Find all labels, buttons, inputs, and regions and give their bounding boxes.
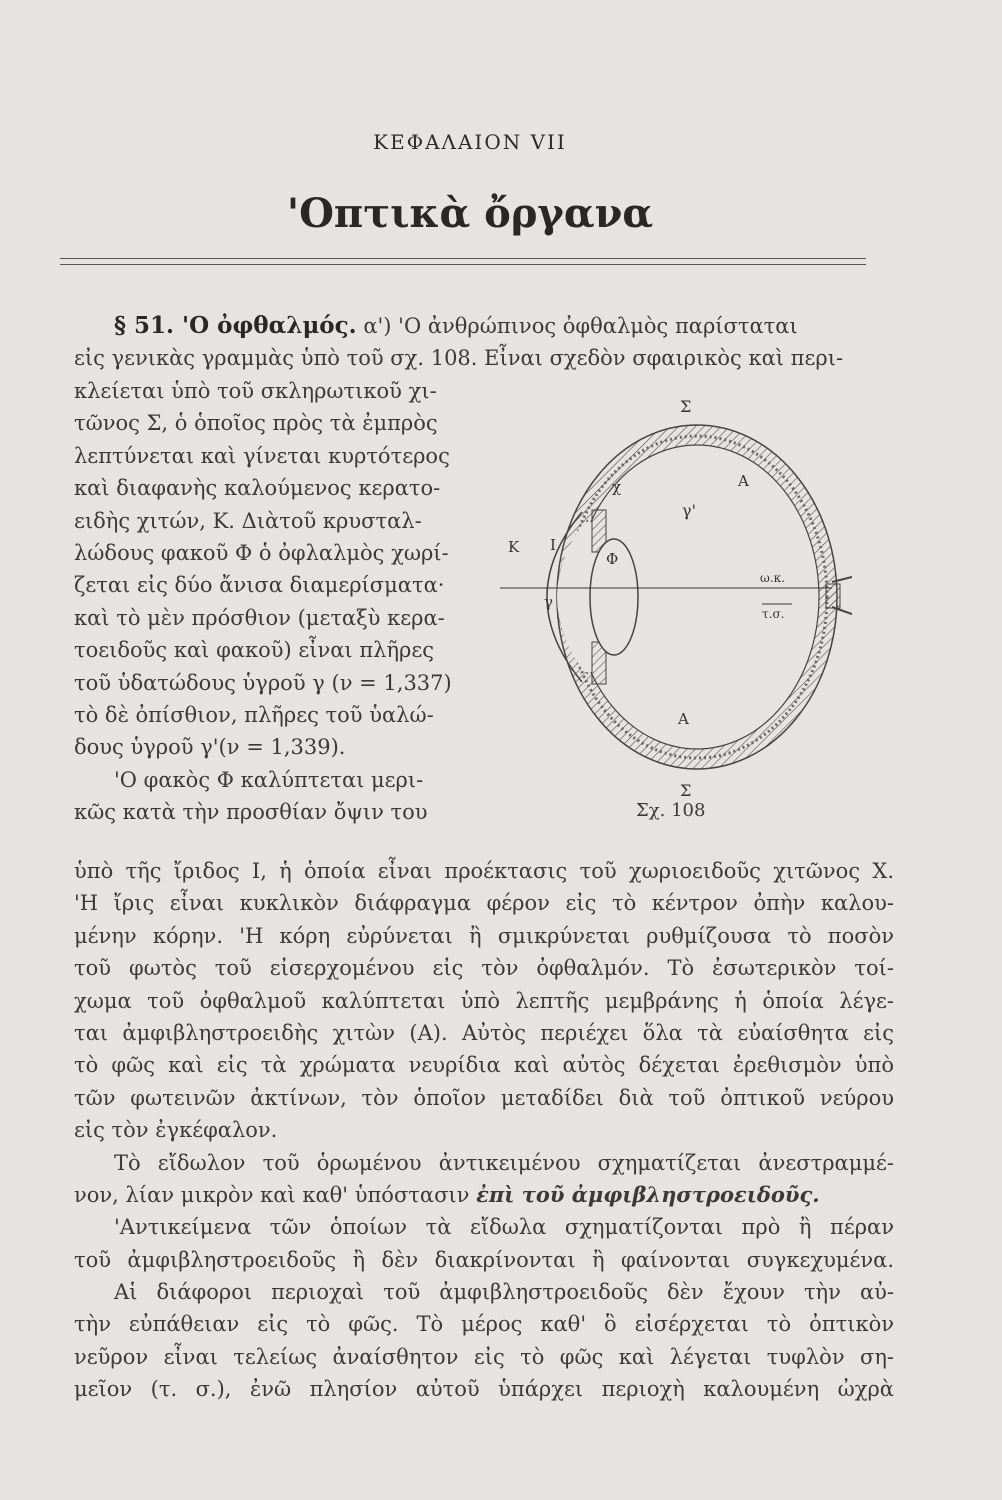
text-line: Αἱ διάφοροι περιοχαὶ τοῦ ἀμφιβληστροειδοῦς δὲν ἔχουν τὴν αὐ- bbox=[114, 1280, 894, 1305]
text-line: καὶ διαφανὴς καλούμενος κερατο- bbox=[74, 476, 441, 501]
chapter-heading: ΚΕΦΑΛΑΙΟΝ VII bbox=[373, 130, 567, 154]
label-tau-sigma: τ.σ. bbox=[762, 607, 785, 621]
main-text-column bbox=[74, 855, 894, 1406]
text-line: τὸ φῶς καὶ εἰς τὰ χρώματα νευρίδια καὶ αὐτὸς δέχεται ἐρεθισμὸν ὑπὸ bbox=[74, 1053, 894, 1078]
text-line: ται ἀμφιβληστροειδὴς χιτὼν (Α). Αὐτὸς περιέχει ὅλα τὰ εὐαίσθητα εἰς bbox=[74, 1020, 894, 1045]
label-kappa: Κ bbox=[508, 538, 520, 556]
figure-caption: Σχ. 108 bbox=[636, 800, 706, 821]
text-line: 'Η ἴρις εἶναι κυκλικὸν διάφραγμα φέρον εἰς τὸ κέντρον ὀπὴν καλου- bbox=[74, 891, 894, 916]
text-line: χωμα τοῦ ὀφθαλμοῦ καλύπτεται ὑπὸ λεπτῆς μεμβράνης ἡ ὁποία λέγε- bbox=[74, 988, 894, 1013]
page-title: 'Οπτικὰ ὄργανα bbox=[286, 190, 654, 237]
text-line: καὶ τὸ μὲν πρόσθιον (μεταξὺ κερα- bbox=[74, 605, 445, 630]
text-line: τοῦ φωτὸς τοῦ εἰσερχομένου εἰς τὸν ὀφθαλμόν. Τὸ ἐσωτερικὸν τοί- bbox=[74, 956, 894, 981]
text-line: τοειδοῦς καὶ φακοῦ) εἶναι πλῆρες bbox=[74, 638, 435, 663]
text-line: τὸ δὲ ὀπίσθιον, πλῆρες τοῦ ὑαλώ- bbox=[74, 702, 434, 727]
label-sigma-top: Σ bbox=[680, 397, 692, 416]
label-gamma: γ bbox=[544, 593, 553, 611]
text-line: ὑπὸ τῆς ἴριδος Ι, ἡ ὁποία εἶναι προέκτασις τοῦ χωριοειδοῦς χιτῶνος Χ. bbox=[74, 859, 894, 883]
text-line-emphasis bbox=[74, 1179, 894, 1211]
text-line: μεῖον (τ. σ.), ἐνῶ πλησίον αὐτοῦ ὑπάρχει περιοχὴ καλουμένη ὠχρὰ bbox=[74, 1377, 894, 1402]
text-line: 'Αντικείμενα τῶν ὁποίων τὰ εἴδωλα σχηματίζονται πρὸ ἢ πέραν bbox=[114, 1215, 894, 1240]
text-line: τοῦ ὑδατώδους ὑγροῦ γ (ν = 1,337) bbox=[74, 670, 452, 695]
text-line: δους ὑγροῦ γ'(ν = 1,339). bbox=[74, 735, 346, 760]
section-second-line: εἰς γενικὰς γραμμὰς ὑπὸ τοῦ σχ. 108. Εἶναι σχεδὸν σφαιρικὸς καὶ περι- bbox=[74, 346, 844, 371]
label-omega-kappa: ω.κ. bbox=[760, 571, 785, 585]
section-label: § 51. 'Ο ὀφθαλμός. bbox=[114, 312, 357, 339]
label-iota: Ι bbox=[550, 536, 556, 554]
text-line: μένην κόρην. 'Η κόρη εὐρύνεται ἢ σμικρύνεται ρυθμίζουσα τὸ ποσὸν bbox=[74, 923, 894, 948]
text-line: τῶνος Σ, ὁ ὁποῖος πρὸς τὰ ἐμπρὸς bbox=[74, 411, 438, 436]
text-line: νεῦρον εἶναι τελείως ἀναίσθητον εἰς τὸ φῶς καὶ λέγεται τυφλὸν ση- bbox=[74, 1344, 894, 1369]
text-line: λεπτύνεται καὶ γίνεται κυρτότερος bbox=[74, 443, 450, 468]
label-gamma-prime: γ' bbox=[682, 501, 696, 520]
section-intro-text: α') 'Ο ἀνθρώπινος ὀφθαλμὸς παρίσταται bbox=[363, 314, 798, 338]
section-first-line bbox=[74, 310, 894, 342]
label-sigma-bottom: Σ bbox=[680, 781, 692, 800]
text-line: τὴν εὐπάθειαν εἰς τὸ φῶς. Τὸ μέρος καθ' ὃ εἰσέρχεται τὸ ὀπτικὸν bbox=[74, 1312, 894, 1337]
section-intro bbox=[74, 310, 894, 375]
title-rule-bottom bbox=[60, 264, 866, 265]
text-plain: νον, λίαν μικρὸν καὶ καθ' ὑπόστασιν bbox=[74, 1182, 470, 1207]
label-chi: χ bbox=[612, 478, 622, 496]
text-line: κῶς κατὰ τὴν προσθίαν ὄψιν του bbox=[74, 800, 428, 825]
text-line: Τὸ εἴδωλον τοῦ ὁρωμένου ἀντικειμένου σχηματίζεται ἀνεστραμμέ- bbox=[114, 1150, 894, 1175]
text-line: εἰς τὸν ἐγκέφαλον. bbox=[74, 1118, 278, 1143]
eye-diagram bbox=[492, 392, 852, 832]
label-phi: Φ bbox=[606, 550, 619, 568]
narrow-text-column bbox=[74, 375, 474, 828]
text-line: λώδους φακοῦ Φ ὁ ὀφλαλμὸς χωρί- bbox=[74, 540, 449, 565]
text-line: κλείεται ὑπὸ τοῦ σκληρωτικοῦ χι- bbox=[74, 379, 437, 403]
text-line: τοῦ ἀμφιβληστροειδοῦς ἢ δὲν διακρίνονται ἢ φαίνονται συγκεχυμένα. bbox=[74, 1247, 894, 1272]
text-line: τῶν φωτεινῶν ἀκτίνων, τὸν ὁποῖον μεταδίδει διὰ τοῦ ὀπτικοῦ νεύρου bbox=[74, 1085, 894, 1110]
label-alpha-top: Α bbox=[738, 472, 749, 490]
title-rule-top bbox=[60, 258, 866, 259]
text-bold-italic: ἐπὶ τοῦ ἀμφιβληστροειδοῦς. bbox=[476, 1181, 820, 1207]
label-alpha-bottom: Α bbox=[678, 710, 689, 728]
text-line: 'Ο φακὸς Φ καλύπτεται μερι- bbox=[114, 767, 424, 792]
text-line: ειδὴς χιτών, Κ. Διὰτοῦ κρυσταλ- bbox=[74, 508, 422, 533]
text-line: ζεται εἰς δύο ἄνισα διαμερίσματα· bbox=[74, 573, 445, 598]
